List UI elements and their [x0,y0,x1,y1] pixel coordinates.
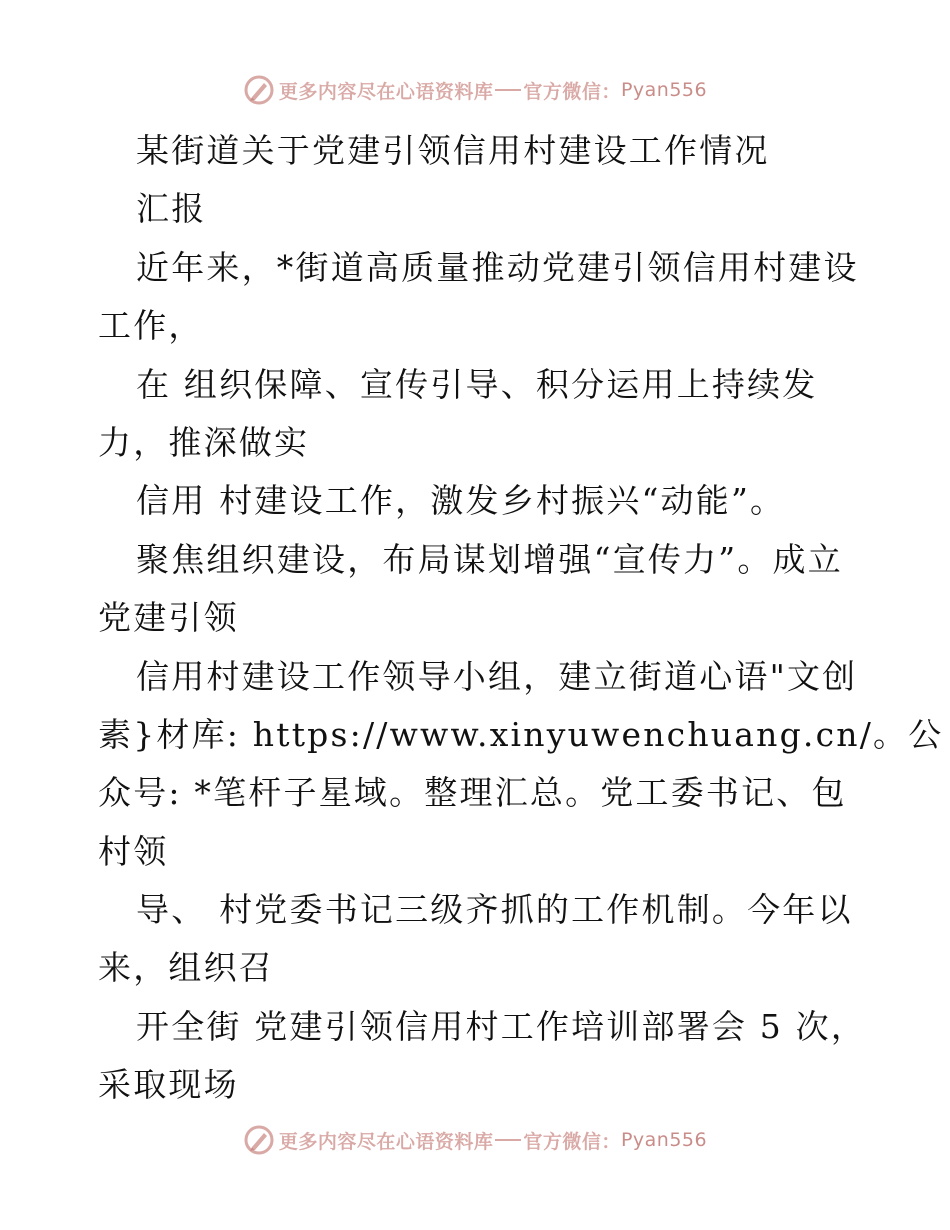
watermark-wechat-label: 官方微信： [523,80,621,103]
text-line: 力，推深做实 [98,422,310,462]
text-line: 汇报 [136,189,207,229]
text-line: 近年来，*街道高质量推动党建引领信用村建设 [136,247,859,287]
watermark-wechat-label: 官方微信： [523,1130,621,1153]
text-line: 党建引领 [98,598,239,638]
watermark-separator [495,89,521,91]
text-line: 工作， [98,306,204,346]
watermark-text: 更多内容尽在心语资料库 [278,1130,494,1153]
pen-logo-icon [243,74,275,106]
watermark-account: Pyan556 [620,1129,708,1151]
footer-watermark [0,1120,950,1160]
pen-logo-icon [243,1124,275,1156]
text-line: 信用村建设工作领导小组，建立街道心语"文创 [136,656,858,696]
text-line: 众号: *笔杆子星域。整理汇总。党工委书记、包 [98,773,847,813]
text-line: 某街道关于党建引领信用村建设工作情况 [136,131,770,170]
text-line: 来，组织召 [98,948,274,988]
text-line: 村领 [98,831,169,871]
text-line: 信用 村建设工作，激发乡村振兴“动能”。 [136,481,786,521]
text-line: 聚焦组织建设，布局谋划增强“宣传力”。成立 [136,539,843,579]
text-line: 开全街 党建引领信用村工作培训部署会 5 次， [136,1006,867,1046]
watermark-separator [495,1139,521,1141]
header-watermark [0,70,950,110]
watermark-account: Pyan556 [620,79,708,101]
text-line: 素}材库: https://www.xinyuwenchuang.cn/。公 [98,714,944,754]
text-line: 采取现场 [98,1065,239,1105]
watermark-text: 更多内容尽在心语资料库 [278,80,494,103]
text-line: 在 组织保障、宣传引导、积分运用上持续发 [136,364,818,404]
document-body [98,122,944,1115]
text-line: 导、 村党委书记三级齐抓的工作机制。今年以 [136,890,853,930]
